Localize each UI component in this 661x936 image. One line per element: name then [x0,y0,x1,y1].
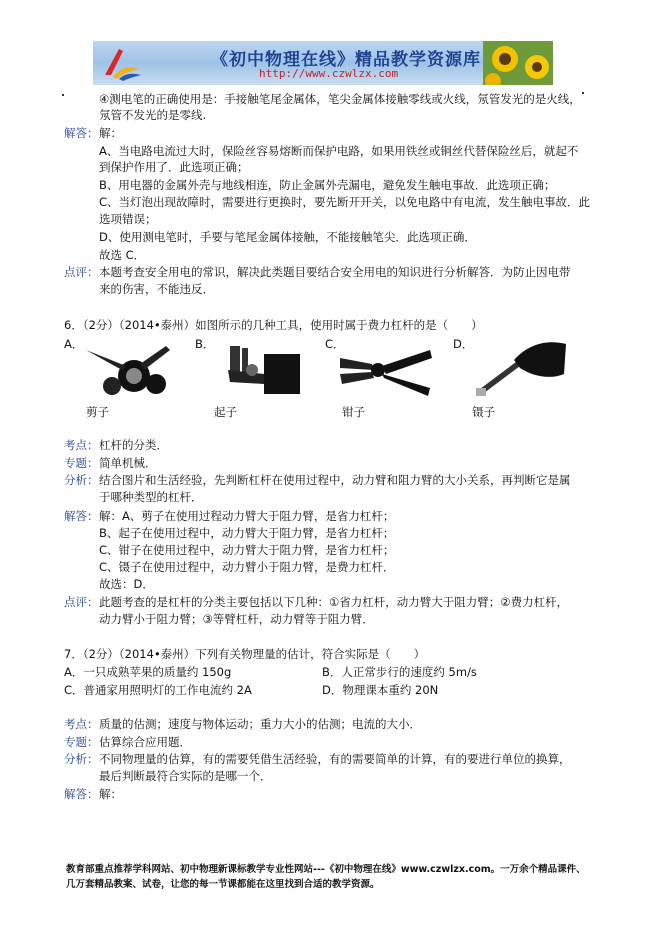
q6-kaodian: 杠杆的分类． [99,438,168,452]
q7-option-d: D．物理课本重约 20N [322,683,439,697]
divider-dot [582,92,584,94]
q6-answer-line: 解：A、剪子在使用过程动力臂大于阻力臂，是省力杠杆； [99,509,395,523]
banner-url[interactable]: http://www.czwlzx.com [259,67,399,80]
bottle-opener-image-icon [208,340,308,398]
q6-comment-line: 此题考查的是杠杆的分类主要包括以下几种：①省力杠杆，动力臂大于阻力臂；②费力杠杆， [99,595,569,609]
q7-option-b: B．人正常步行的速度约 5m/s [322,665,477,679]
q6-answer-line: 故选：D． [99,577,154,591]
q5-answer-line: 选项错误； [99,212,157,226]
q5-item4-line2: 氖管不发光的是零线. [99,108,207,122]
q7-fenxi-line: 最后判断最符合实际的是哪一个． [99,769,272,783]
q7-stem: 7．（2分）（2014•泰州）下列有关物理量的估计，符合实际是（ ） [64,647,426,661]
scissors-image-icon [82,340,182,398]
q7-zhuanti-label: 专题： [64,735,99,749]
q7-kaodian-label: 考点： [64,717,99,731]
tweezers-image-icon [470,340,570,398]
divider-dot [62,94,64,96]
q6-zhuanti-label: 专题： [64,456,99,470]
pliers-image-icon [338,340,438,398]
banner-title: 《初中物理在线》精品教学资源库 [211,50,481,70]
q6-answer-line: C、钳子在使用过程中，动力臂大于阻力臂，是省力杠杆； [99,543,395,557]
q5-answer-line: 故选 C． [99,248,146,262]
q5-comment-label: 点评： [64,265,99,279]
q7-fenxi-line: 不同物理量的估算，有的需要凭借生活经验，有的需要简单的计算，有的要进行单位的换算， [99,752,571,766]
q6-fenxi-label: 分析： [64,473,99,487]
q7-answer-label: 解答： [64,787,99,801]
header-banner [93,41,553,85]
q6-option-name-c: 钳子 [342,405,365,419]
footer-line: 几万套精品教案、试卷，让您的每一节课都能在这里找到合适的教学资源。 [66,879,380,890]
footer-line: 教育部重点推荐学科网站、初中物理新课标教学专业性网站---《初中物理在线》www.czwlzx.com。一万余个精品课件、 [66,864,586,875]
site-logo-icon [99,45,143,81]
q5-answer-line: B、用电器的金属外壳与地线相连，防止金属外壳漏电，避免发生触电事故．此选项正确； [99,178,556,192]
q7-option-c: C．普通家用照明灯的工作电流约 2A [64,683,252,697]
q7-zhuanti: 估算综合应用题． [99,735,191,749]
q6-answer-label: 解答： [64,509,99,523]
q6-fenxi-line: 于哪种类型的杠杆． [99,490,203,504]
q6-option-letter-c: C． [325,337,345,351]
q6-comment-label: 点评： [64,595,99,609]
q6-fenxi-line: 结合图片和生活经验，先判断杠杆在使用过程中，动力臂和阻力臂的大小关系，再判断它是属 [99,473,571,487]
q6-zhuanti: 简单机械． [99,456,157,470]
q5-answer-line: C、当灯泡出现故障时，需要进行更换时，要先断开开关，以免电路中有电流，发生触电事故．此 [99,195,591,209]
q5-answer-head: 解： [99,126,122,140]
q5-comment-line: 来的伤害，不能违反． [99,282,214,296]
q6-option-name-d: 镊子 [472,405,495,419]
q7-kaodian: 质量的估测；速度与物体运动；重力大小的估测；电流的大小． [99,717,421,731]
q5-answer-line: A、当电路电流过大时，保险丝容易熔断而保护电路，如果用铁丝或铜丝代替保险丝后，就起不 [99,144,579,158]
q7-answer-head: 解： [99,787,122,801]
q5-answer-line: 到保护作用了．此选项正确； [99,160,249,174]
q6-comment-line: 动力臂小于阻力臂；③等臂杠杆，动力臂等于阻力臂． [99,612,374,626]
q7-option-a: A．一只成熟苹果的质量约 150g [64,665,232,679]
q6-stem: 6．（2分）（2014•泰州）如图所示的几种工具，使用时属于费力杠杆的是（ ） [64,318,483,332]
q5-comment-line: 本题考查安全用电的常识，解决此类题目要结合安全用电的知识进行分析解答．为防止因电带 [99,265,571,279]
q6-option-letter-b: B． [195,337,215,351]
q7-fenxi-label: 分析： [64,752,99,766]
q6-answer-line: B、起子在使用过程中，动力臂大于阻力臂，是省力杠杆； [99,526,395,540]
q6-answer-line: C、镊子在使用过程中，动力臂小于阻力臂，是费力杠杆． [99,560,395,574]
q6-option-letter-d: D． [453,337,474,351]
sunflower-decoration-icon [483,41,553,85]
q6-option-letter-a: A． [64,337,84,351]
q5-answer-label: 解答： [64,126,99,140]
q5-answer-line: D、使用测电笔时，手要与笔尾金属体接触，不能接触笔尖．此选项正确． [99,230,476,244]
q6-option-name-a: 剪子 [86,405,109,419]
q5-item4-line1: ④测电笔的正确使用是：手接触笔尾金属体，笔尖金属体接触零线或火线，氖管发光的是火线， [99,92,581,106]
q6-option-name-b: 起子 [214,405,237,419]
q6-kaodian-label: 考点： [64,438,99,452]
